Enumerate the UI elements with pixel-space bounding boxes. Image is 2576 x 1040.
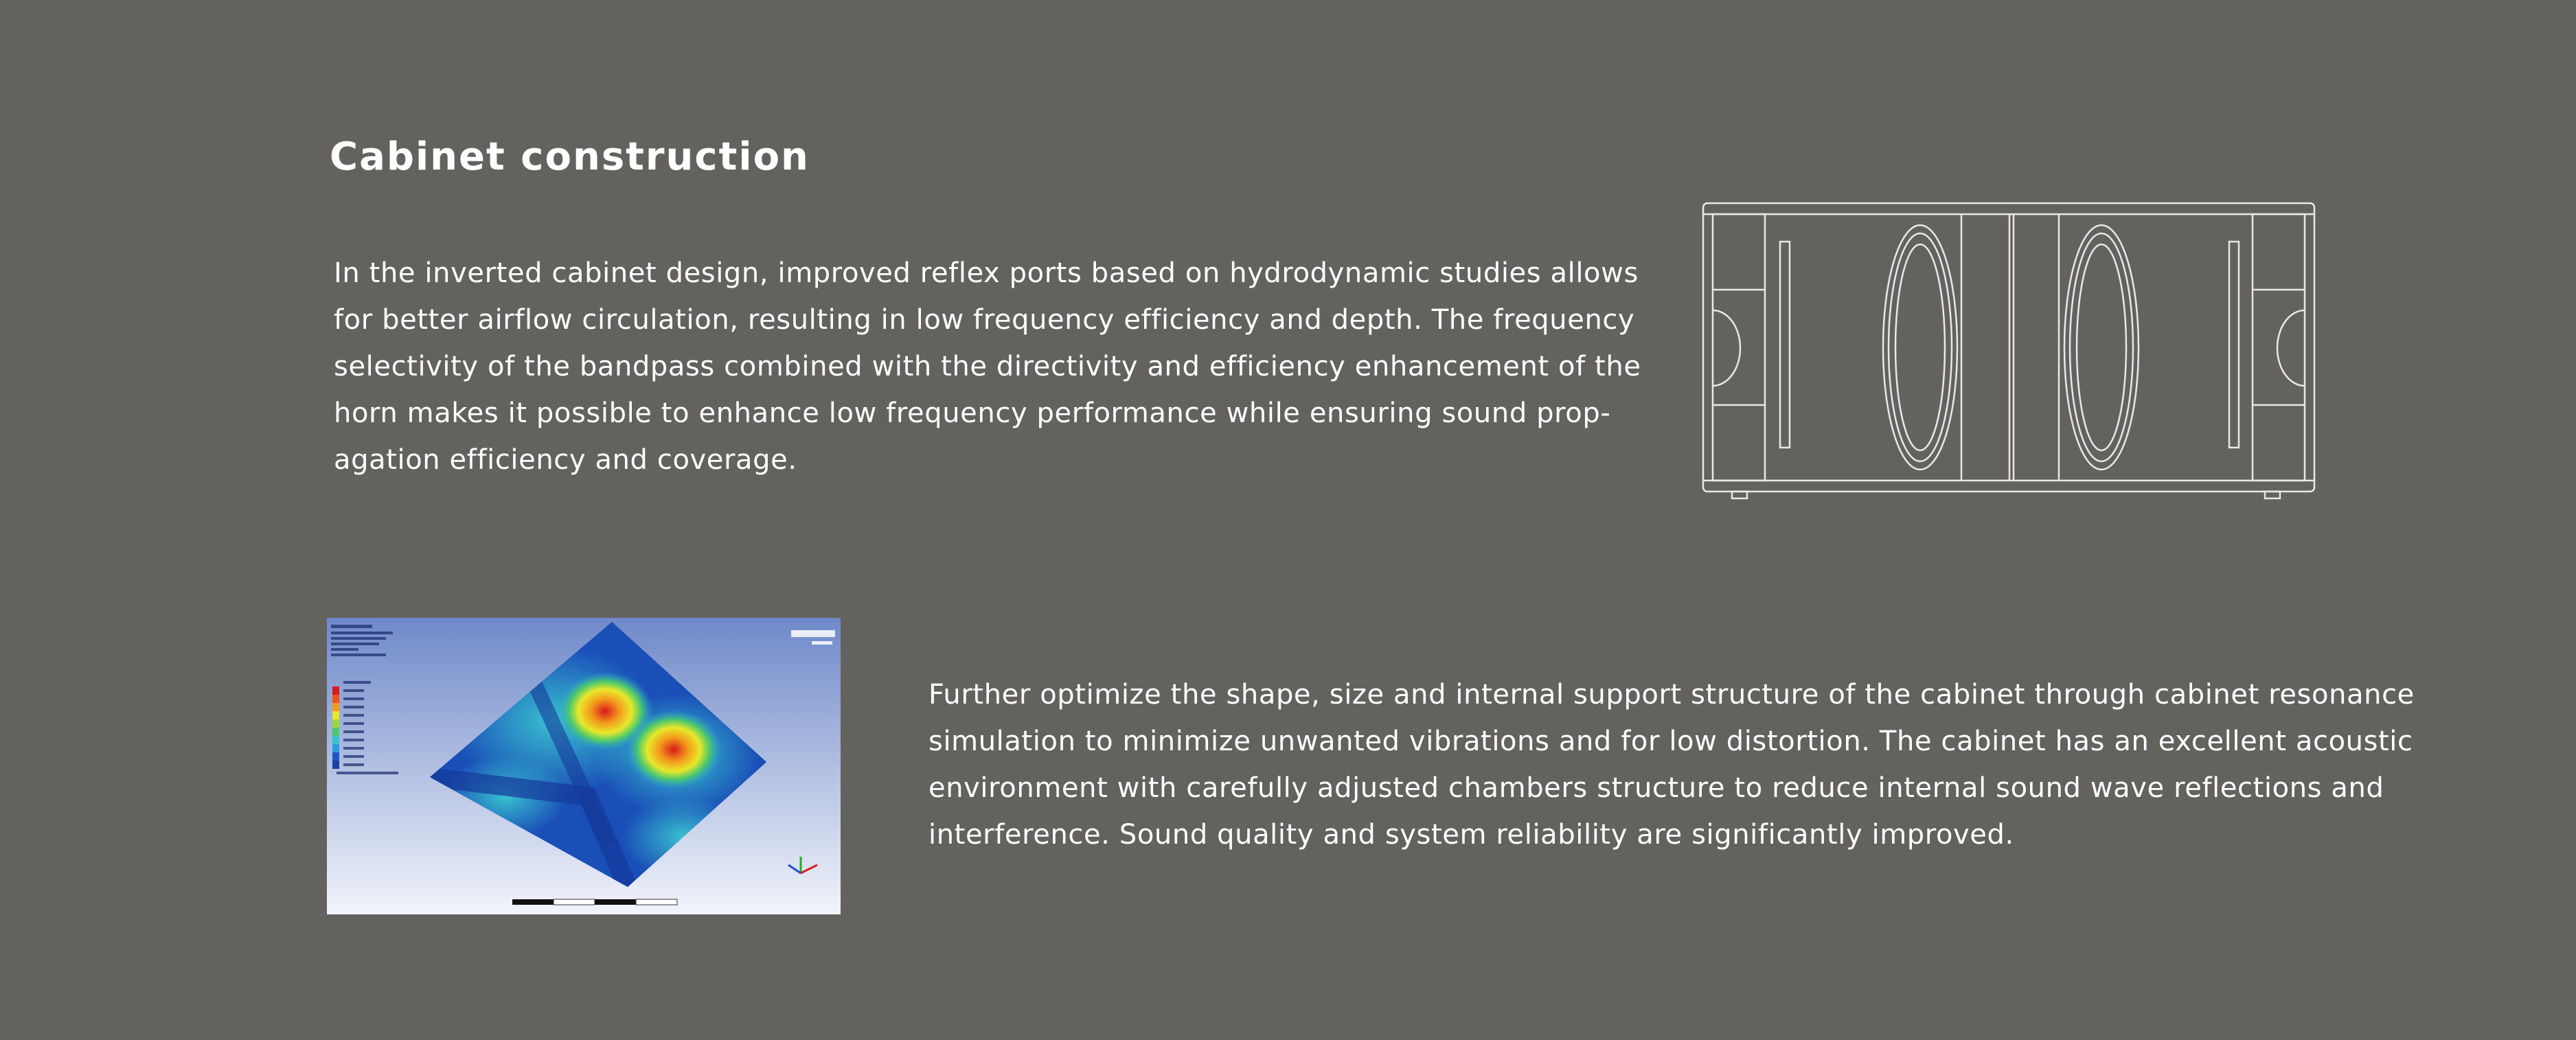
paragraph-line: In the inverted cabinet design, improved reflex ports based on hydrodynamic studies allows [334, 257, 1639, 289]
resonance-simulation-paragraph [928, 671, 2415, 858]
cabinet-line-drawing [1696, 199, 2321, 508]
paragraph-line: simulation to minimize unwanted vibrations and for low distortion. The cabinet has an excellent acoustic [928, 726, 2413, 757]
paragraph-line: agation efficiency and coverage. [334, 444, 797, 476]
resonance-simulation-image [327, 618, 841, 914]
paragraph-line: for better airflow circulation, resulting in low frequency efficiency and depth. The frequency [334, 304, 1635, 336]
paragraph-line: selectivity of the bandpass combined with the directivity and efficiency enhancement of the [334, 351, 1641, 382]
paragraph-line: Further optimize the shape, size and internal support structure of the cabinet through cabinet resonance [928, 679, 2415, 710]
section-title: Cabinet construction [330, 135, 810, 179]
cabinet-design-paragraph [334, 250, 1641, 483]
paragraph-line: horn makes it possible to enhance low frequency performance while ensuring sound prop- [334, 397, 1611, 429]
paragraph-line: interference. Sound quality and system reliability are significantly improved. [928, 819, 2014, 851]
paragraph-line: environment with carefully adjusted chambers structure to reduce internal sound wave reflections and [928, 772, 2384, 804]
